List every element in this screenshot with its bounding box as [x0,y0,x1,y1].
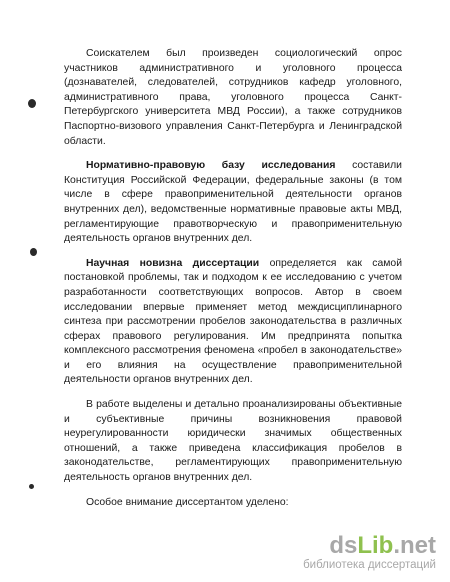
ink-blot-left-middle [30,248,37,256]
dslib-watermark [303,534,436,572]
dslib-logo [303,534,436,558]
paragraph-normative-base-text: составили Конституция Российской Федерации, федеральные законы (в том числе в сфере правоприменительной деятельности органов внутренних дел), ведомственные нормативные правовые акты МВД, регламентирующие правотворческую и правоприменительную деятельность органов внутренних дел. [64,160,402,245]
paragraph-novelty [64,257,402,388]
paragraph-special-attention-text: Особое внимание диссертантом уделено: [86,496,289,508]
dslib-logo-ds: ds [329,532,358,559]
paragraph-survey-text: Соискателем был произведен социологический опрос участников административного и уголовного процесса (дознавателей, следователей, сотрудников кафедр уголовного, административного права, уголовного процесса Санкт-Петербургского университета МВД России), а также сотрудников Паспортно-визового управления Санкт-Петербурга и Ленинградской области. [64,48,402,147]
dslib-logo-lib: Lib [357,532,394,559]
ink-blot-left-top [28,99,36,108]
dslib-logo-net: .net [393,532,436,559]
dslib-subtitle: библиотека диссертаций [303,559,436,571]
ink-blot-left-bottom [29,484,34,489]
paragraph-analysis [64,398,402,486]
paragraph-novelty-text: определяется как самой постановкой проблемы, так и подходом к ее исследованию с учетом разработанности соответствующих вопросов. Автор в своем исследовании впервые применяет метод междисциплинарного синтеза при рассмотрении пробелов законодательства в различных сферах правового регулирования. Им предпринята попытка комплексного рассмотрения феномена «пробел в законодательстве» и его влияния на осуществление правоприменительной деятельности органов внутренних дел. [64,257,402,386]
paragraph-normative-base-lead: Нормативно-правовую базу исследования [86,160,336,172]
paragraph-novelty-lead: Научная новизна диссертации [86,257,260,269]
paragraph-survey [64,47,402,149]
paragraph-normative-base [64,159,402,247]
paragraph-analysis-text: В работе выделены и детально проанализированы объективные и субъективные причины возникновения правовой неурегулированности юридически значимых общественных отношений, а также приведена классификация пробелов в законодательстве, регламентирующих правоприменительную деятельность органов внутренних дел. [64,399,402,484]
dissertation-body [64,47,402,510]
paragraph-special-attention [64,496,402,511]
